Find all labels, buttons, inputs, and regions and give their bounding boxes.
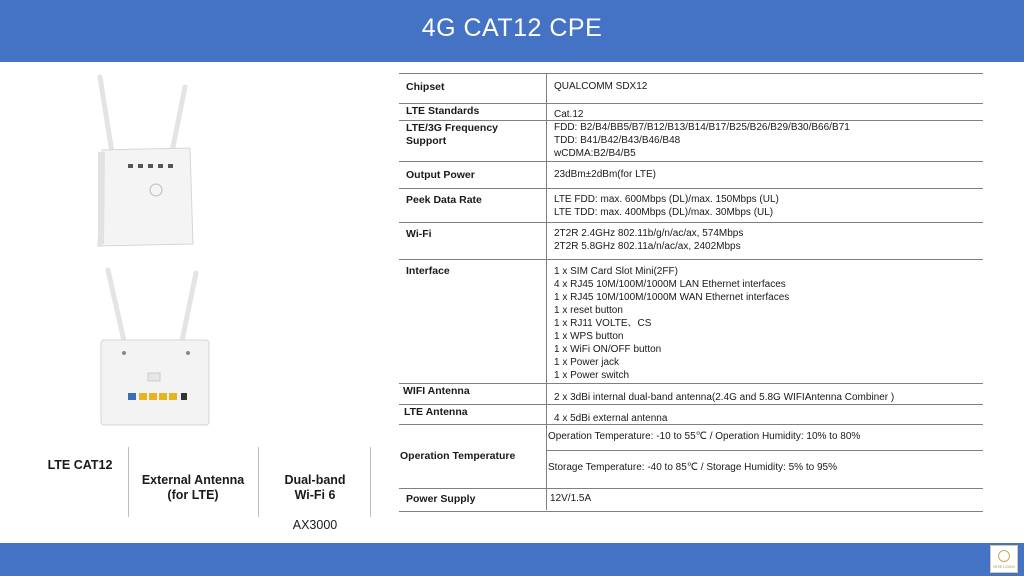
feature-divider (128, 447, 129, 517)
spec-value: 12V/1.5A (550, 493, 592, 504)
spec-value: 1 x RJ11 VOLTE、CS (554, 318, 652, 329)
spec-label: Wi-Fi (406, 228, 432, 240)
spec-value: 4 x 5dBi external antenna (554, 413, 668, 424)
spec-row-interface (399, 259, 983, 384)
spec-value: FDD: B2/B4/BB5/B7/B12/B13/B14/B17/B25/B26/B29/B30/B66/B71 (554, 122, 850, 133)
spec-row-lte-antenna (399, 404, 983, 425)
spec-value: 2T2R 5.8GHz 802.11a/n/ac/ax, 2402Mbps (554, 241, 741, 252)
feature-divider (370, 447, 371, 517)
spec-value: 1 x WiFi ON/OFF button (554, 344, 662, 355)
spec-label: LTE Standards (406, 105, 480, 117)
spec-value: LTE TDD: max. 400Mbps (DL)/max. 30Mbps (UL) (554, 207, 774, 218)
spec-label: LTE Antenna (404, 406, 468, 418)
logo-text: SITE LOGO (993, 564, 1015, 569)
spec-row-wifi (399, 222, 983, 260)
spec-label: LTE/3G Frequency Support (406, 122, 498, 147)
feature-wifi6 (262, 458, 368, 548)
spec-value: Operation Temperature: -10 to 55℃ / Operation Humidity: 10% to 80% (548, 431, 861, 442)
spec-row-power-supply (399, 488, 983, 512)
spec-label: Operation Temperature (400, 450, 516, 462)
spec-value: wCDMA:B2/B4/B5 (554, 148, 636, 159)
spec-row-chipset (399, 73, 983, 104)
spec-label: Power Supply (406, 493, 476, 505)
spec-value: 1 x Power jack (554, 357, 620, 368)
spec-value: TDD: B41/B42/B43/B46/B48 (554, 135, 681, 146)
page-title: 4G CAT12 CPE (421, 14, 603, 42)
feature-subtitle: AX3000 (292, 518, 338, 532)
feature-title: External Antenna (for LTE) (141, 473, 245, 502)
spec-value: LTE FDD: max. 600Mbps (DL)/max. 150Mbps (UL) (554, 194, 779, 205)
cell-divider (547, 450, 983, 451)
spec-row-lte-standards (399, 103, 983, 121)
router-front-image (90, 72, 210, 250)
logo-icon (998, 550, 1010, 562)
feature-title: LTE CAT12 (47, 458, 113, 472)
spec-value: Storage Temperature: -40 to 85℃ / Storage Humidity: 5% to 95% (548, 462, 837, 473)
spec-row-frequency (399, 120, 983, 162)
spec-value: 2T2R 2.4GHz 802.11b/g/n/ac/ax, 574Mbps (554, 228, 744, 239)
spec-label: WIFI Antenna (403, 385, 470, 397)
feature-divider (258, 447, 259, 517)
feature-external-antenna (130, 458, 256, 518)
router-back-image (96, 265, 216, 430)
spec-value: 1 x WPS button (554, 331, 624, 342)
spec-label: Chipset (406, 81, 445, 93)
spec-value: 23dBm±2dBm(for LTE) (554, 169, 657, 180)
brand-logo (990, 545, 1018, 573)
spec-value: QUALCOMM SDX12 (554, 81, 648, 92)
spec-label: Interface (406, 265, 450, 277)
spec-value: 1 x SIM Card Slot Mini(2FF) (554, 266, 678, 277)
spec-row-operation-temperature (399, 424, 983, 489)
spec-row-wifi-antenna (399, 383, 983, 405)
spec-value: Cat.12 (554, 109, 584, 120)
spec-label: Peek Data Rate (406, 194, 482, 206)
spec-value: 1 x reset button (554, 305, 623, 316)
spec-value: 4 x RJ45 10M/100M/1000M LAN Ethernet interfaces (554, 279, 786, 290)
spec-row-output-power (399, 161, 983, 189)
footer-bar (0, 543, 1024, 576)
feature-title: Dual-band Wi-Fi 6 (284, 473, 346, 502)
spec-value: 1 x Power switch (554, 370, 630, 381)
spec-label: Output Power (406, 169, 475, 181)
spec-value: 1 x RJ45 10M/100M/1000M WAN Ethernet interfaces (554, 292, 790, 303)
feature-lte-cat12 (20, 458, 140, 473)
spec-row-peak-data-rate (399, 188, 983, 223)
spec-value: 2 x 3dBi internal dual-band antenna(2.4G and 5.8G WIFIAntenna Combiner ) (554, 392, 895, 403)
